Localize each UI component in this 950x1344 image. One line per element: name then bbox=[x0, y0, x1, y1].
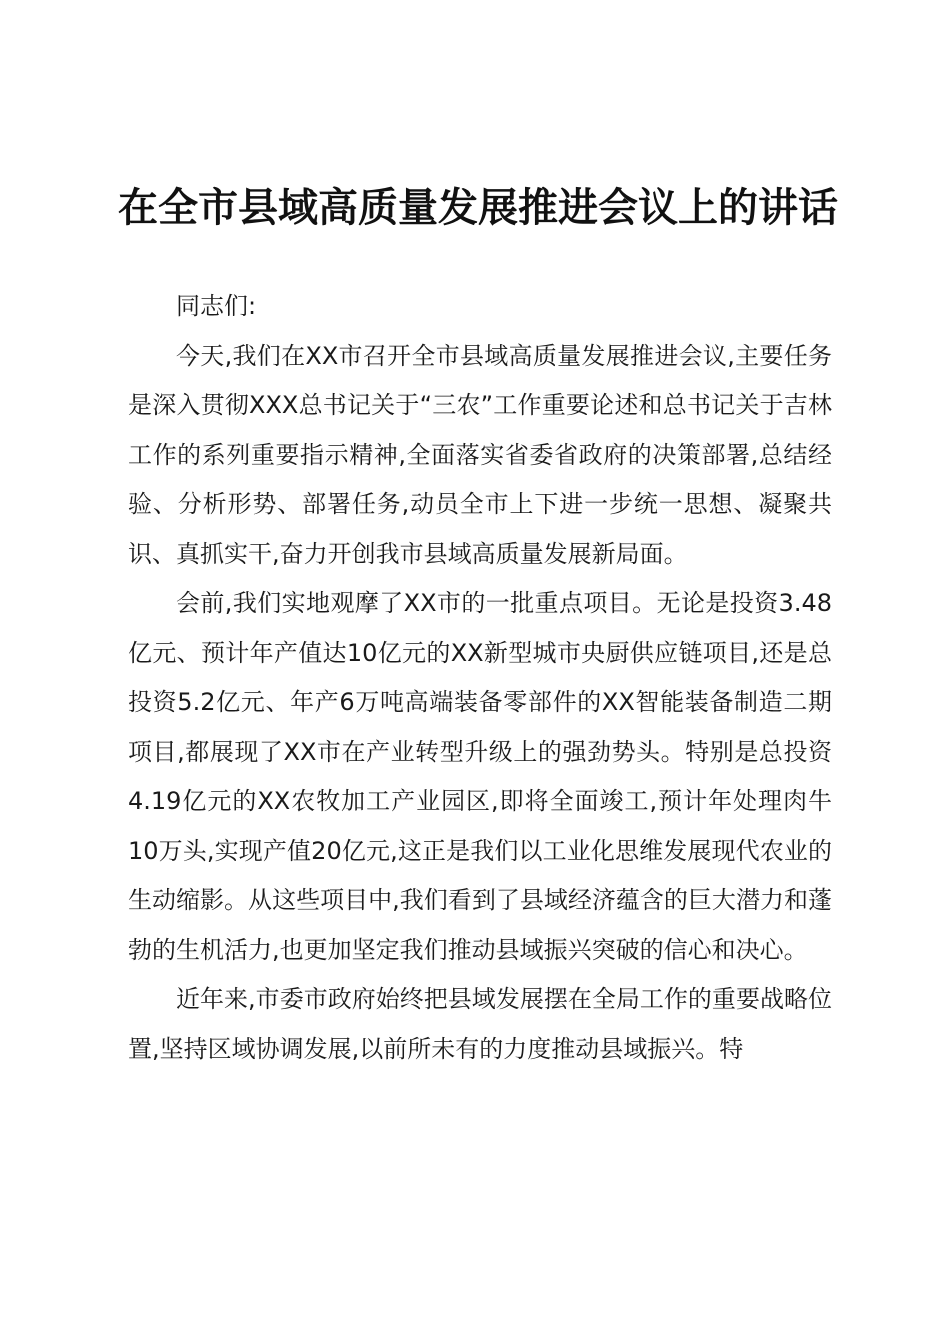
document-body bbox=[128, 282, 832, 1074]
salutation: 同志们: bbox=[176, 292, 257, 320]
document-title: 在全市县域高质量发展推进会议上的讲话 bbox=[118, 184, 838, 231]
paragraph-3: 近年来,市委市政府始终把县域发展摆在全局工作的重要战略位置,坚持区域协调发展,以前所未有的力度推动县域振兴。特 bbox=[128, 985, 832, 1063]
paragraph-2: 会前,我们实地观摩了XX市的一批重点项目。无论是投资3.48亿元、预计年产值达10亿元的XX新型城市央厨供应链项目,还是总投资5.2亿元、年产6万吨高端装备零部件的XX智能装备制造二期项目,都展现了XX市在产业转型升级上的强劲势头。特别是总投资4.19亿元的XX农牧加工产业园区,即将全面竣工,预计年处理肉牛10万头,实现产值20亿元,这正是我们以工业化思维发展现代农业的生动缩影。从这些项目中,我们看到了县域经济蕴含的巨大潜力和蓬勃的生机活力,也更加坚定我们推动县域振兴突破的信心和决心。 bbox=[128, 589, 832, 964]
paragraph-1: 今天,我们在XX市召开全市县域高质量发展推进会议,主要任务是深入贯彻XXX总书记关于“三农”工作重要论述和总书记关于吉林工作的系列重要指示精神,全面落实省委省政府的决策部署,总结经验、分析形势、部署任务,动员全市上下进一步统一思想、凝聚共识、真抓实干,奋力开创我市县域高质量发展新局面。 bbox=[128, 341, 832, 568]
